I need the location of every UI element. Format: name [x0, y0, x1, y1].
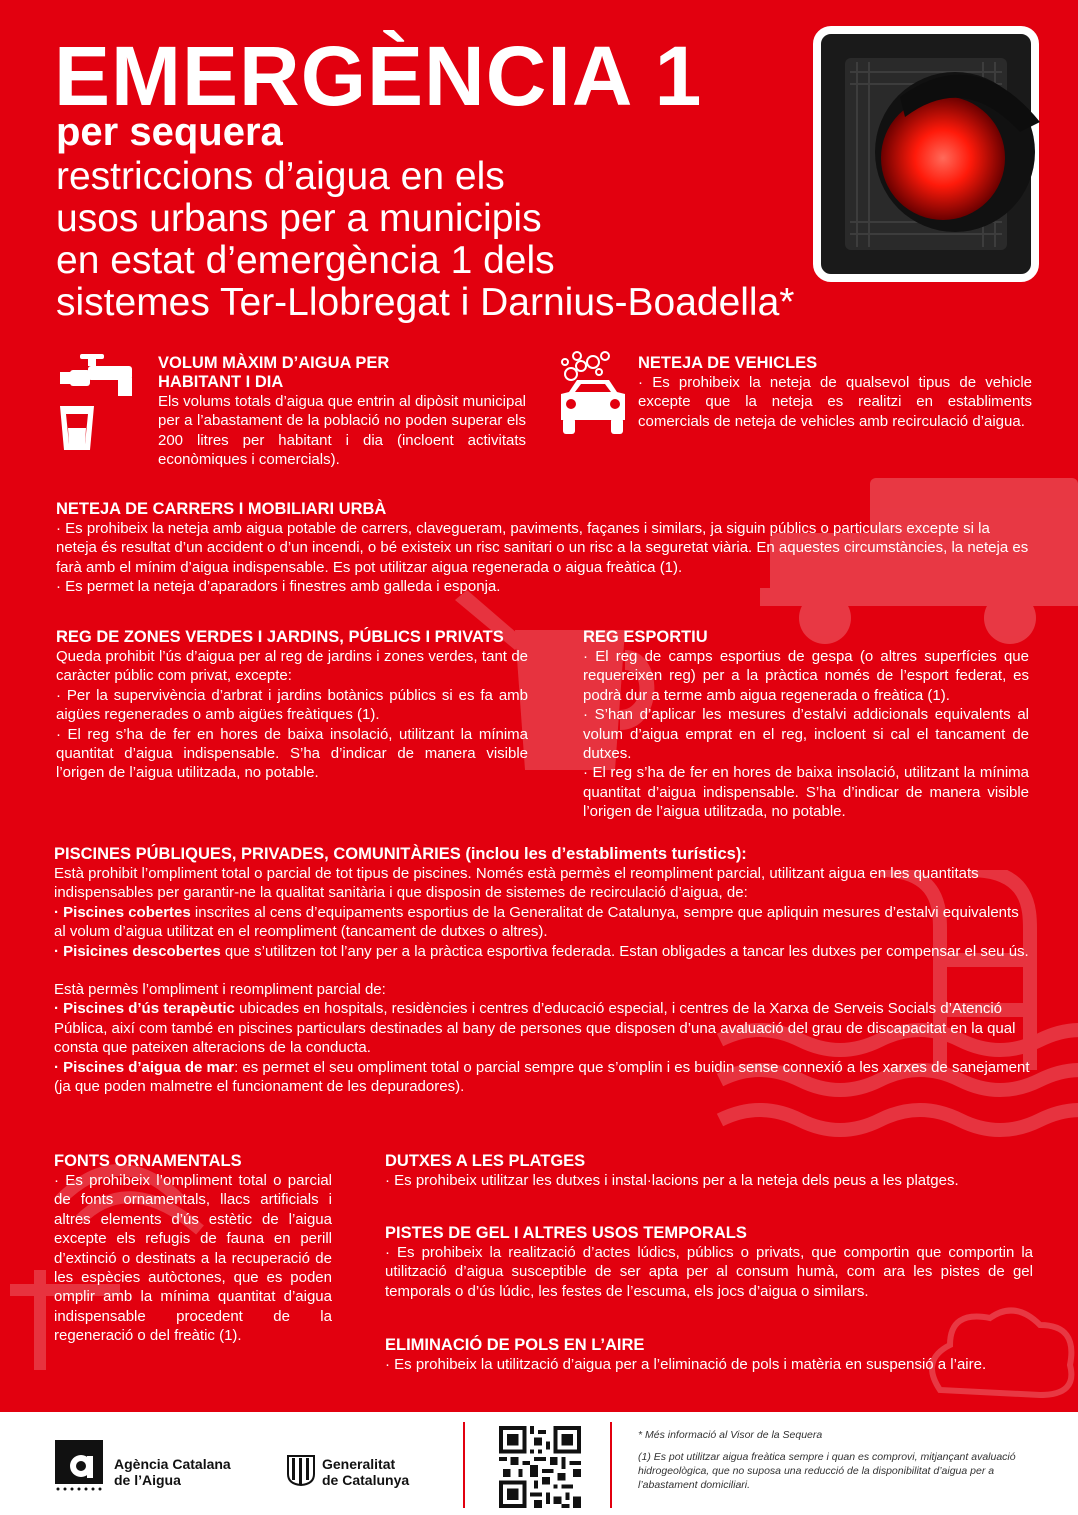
description-line: restriccions d’aigua en els — [56, 155, 505, 198]
section-pols — [385, 1336, 1033, 1374]
footnote-more-info: * Més informació al Visor de la Sequera — [638, 1429, 823, 1441]
generalitat-logo-text — [322, 1456, 409, 1488]
section-title: PISCINES PÚBLIQUES, PRIVADES, COMUNITÀRIES (inclou les d’establiments turístics): — [54, 845, 747, 863]
section-piscines — [54, 845, 1032, 1096]
section-title: FONTS ORNAMENTALS — [54, 1152, 242, 1170]
footnote-groundwater: (1) Es pot utilitzar aigua freàtica sempre i quan es comprovi, mitjançant avaluació hidrogeològica, que no suposa una reducció de la disponibilitat d’aigua per a l’abastament domiciliari. — [638, 1451, 1016, 1491]
bullet-text: ubicades en hospitals, residències i centres d’educació especial, i centres de la Xarxa de Serveis Socials d’Atenció Pública, així com també en piscines particulars destinades al bany de persones que disposen d’una avaluació del grau de discapacitat en la qual consta que pateixen alteracions de la conducta. — [54, 1000, 1016, 1057]
title-line: HABITANT I DIA — [158, 373, 284, 391]
section-body: · Es prohibeix la realització d’actes lúdics, públics o privats, que comportin que comportin la utilització d’aigua susceptible de ser apta per al consum humà, com ara les pistes de gel temporals o d’ús lúdic, les festes de l’escuma, els jocs d’aigua o similars. — [385, 1244, 1033, 1300]
section-dutxes — [385, 1152, 1033, 1190]
section-bullet — [54, 999, 1032, 1057]
section-title: ELIMINACIÓ DE POLS EN L’AIRE — [385, 1336, 645, 1354]
section-body: · Es prohibeix utilitzar les dutxes i instal·lacions per a la neteja dels peus a les platges. — [385, 1172, 959, 1189]
description-line: usos urbans per a municipis — [56, 197, 542, 240]
section-carrers — [56, 500, 1031, 597]
car-wash-icon — [555, 350, 631, 436]
generalitat-logo-icon — [286, 1454, 316, 1486]
logo-line: Generalitat — [322, 1456, 396, 1472]
footer-divider — [463, 1422, 465, 1508]
section-body: · Per la supervivència d’arbrat i jardins botànics públics si es fa amb aigües regenerades o amb aigües freàtiques (1). — [56, 686, 528, 724]
tap-glass-icon — [60, 352, 140, 452]
page-description — [56, 156, 876, 324]
bullet-text: : es permet el seu ompliment total o parcial sempre que s’omplin i es buidin sense connexió a les xarxes de sanejament (ja que poden malmetre el funcionament de les depuradores). — [54, 1058, 1030, 1096]
bullet-label: · Piscines d’aigua de mar — [54, 1058, 235, 1076]
footer — [0, 1412, 1078, 1515]
section-body: Queda prohibit l’ús d’aigua per al reg de jardins i zones verdes, tant de caràcter públic com privat, excepte: — [56, 648, 528, 685]
bullet-text: que s’utilitzen tot l’any per a la pràctica esportiva federada. Estan obligades a tancar les dutxes per compensar el seu ús. — [220, 942, 1029, 960]
page-title: EMERGÈNCIA 1 — [54, 29, 703, 123]
section-body: Els volums totals d’aigua que entrin al dipòsit municipal per a l’abastament de la població no poden superar els 200 litres per habitant i dia (incloent activitats econòmiques i comercials). — [158, 393, 526, 469]
section-body: · El reg s’ha de fer en hores de baixa insolació, utilitzant la mínima quantitat d’aigua indispensable. S’ha d’indicar de manera visible l’origen de l’aigua utilitzada, no potable. — [56, 725, 528, 782]
section-body: Està permès l’ompliment i reompliment parcial de: — [54, 981, 386, 999]
bullet-label: · Pisicines descobertes — [54, 942, 221, 960]
section-bullet — [54, 1058, 1032, 1097]
section-body: · Es permet la neteja d’aparadors i finestres amb galleda i esponja. — [56, 578, 501, 596]
section-reg-zones-verdes — [56, 628, 528, 783]
bullet-text: inscrites al cens d’equipaments esportius de la Generalitat de Catalunya, sempre que apliquin mesures d’estalvi equivalents al volum d’aigua utilitzat en el reompliment (tancament de dutxes o altres). — [54, 903, 1019, 941]
logo-line: Agència Catalana — [114, 1456, 231, 1472]
description-line: en estat d’emergència 1 dels — [56, 239, 555, 282]
section-body: · El reg s’ha de fer en hores de baixa insolació, utilitzant la mínima quantitat d’aigua indispensable. S’ha d’indicar de manera visible l’origen de l’aigua utilitzada, no potable. — [583, 764, 1029, 821]
section-body: · Es prohibeix la neteja amb aigua potable de carrers, clavegueram, paviments, façanes i similars, ja siguin públics o particulars excepte si la neteja és resultat d’un accident o d’un incendi, o bé existeix un risc sanitari o un risc a la seguretat viària. En aquestes circumstàncies, la neteja es farà amb el mínim d’aigua indispensable. Es pot utilitzar aigua regenerada o aigua freàtica (1). — [56, 520, 1029, 576]
section-bullet — [54, 942, 1032, 961]
section-title: DUTXES A LES PLATGES — [385, 1152, 586, 1170]
section-title: PISTES DE GEL I ALTRES USOS TEMPORALS — [385, 1224, 747, 1242]
section-vehicles — [638, 354, 1032, 431]
bullet-label: · Piscines cobertes — [54, 903, 191, 921]
section-body: · Es prohibeix la utilització d’aigua per a l’eliminació de pols i matèria en suspensió a l’aire. — [385, 1356, 987, 1373]
aca-logo-text — [114, 1456, 231, 1488]
page-subtitle: per sequera — [56, 110, 283, 154]
title-line: VOLUM MÀXIM D’AIGUA PER — [158, 354, 390, 372]
description-line: sistemes Ter-Llobregat i Darnius-Boadella* — [56, 281, 795, 324]
section-volum — [158, 354, 526, 470]
section-fonts — [54, 1152, 332, 1346]
section-body: · Es prohibeix la neteja de qualsevol tipus de vehicle excepte que la neteja es realitzi en establiments comercials de neteja de vehicles amb recirculació d’aigua. — [638, 374, 1032, 430]
logo-line: de Catalunya — [322, 1472, 410, 1488]
aca-logo-icon — [55, 1440, 107, 1492]
section-title: REG ESPORTIU — [583, 628, 708, 646]
section-title: REG DE ZONES VERDES I JARDINS, PÚBLICS I PRIVATS — [56, 628, 504, 646]
section-reg-esportiu — [583, 628, 1029, 822]
qr-code-icon[interactable] — [499, 1426, 581, 1508]
section-body: Està prohibit l’ompliment total o parcial de tot tipus de piscines. Només està permès el reompliment parcial, utilitzant aigua en les quantitats indispensables per garantir-ne la qualitat sanitària i que disposin de sistemes de recirculació d’aigua, de: — [54, 865, 979, 902]
logo-line: de l’Aigua — [114, 1472, 181, 1488]
section-title — [158, 354, 526, 392]
section-body: · S’han d’aplicar les mesures d’estalvi addicionals equivalents al volum d’aigua emprat en el reg, incloent si cal el tancament de dutxes. — [583, 706, 1029, 763]
section-title: NETEJA DE VEHICLES — [638, 354, 818, 372]
footer-divider — [610, 1422, 612, 1508]
section-body: · Es prohibeix l’ompliment total o parcial de fonts ornamentals, llacs artificials i altres elements d’ús estètic de l’aigua excepte els refugis de fauna en perill d’extinció o destinats a la recuperació de les espècies autòctones, que es poden omplir amb la mínima quantitat d’aigua indispensable procedent de la regeneració o del freàtic (1). — [54, 1172, 332, 1345]
section-bullet — [54, 903, 1032, 942]
section-body: · El reg de camps esportius de gespa (o altres superfícies que requereixen reg) per a la pràctica només de l’esport federat, es podrà dur a terme amb aigua regenerada o freàtica (1). — [583, 648, 1029, 704]
bullet-label: · Piscines d’ús terapèutic — [54, 1000, 235, 1018]
section-title: NETEJA DE CARRERS I MOBILIARI URBÀ — [56, 500, 387, 518]
section-gel — [385, 1224, 1033, 1301]
